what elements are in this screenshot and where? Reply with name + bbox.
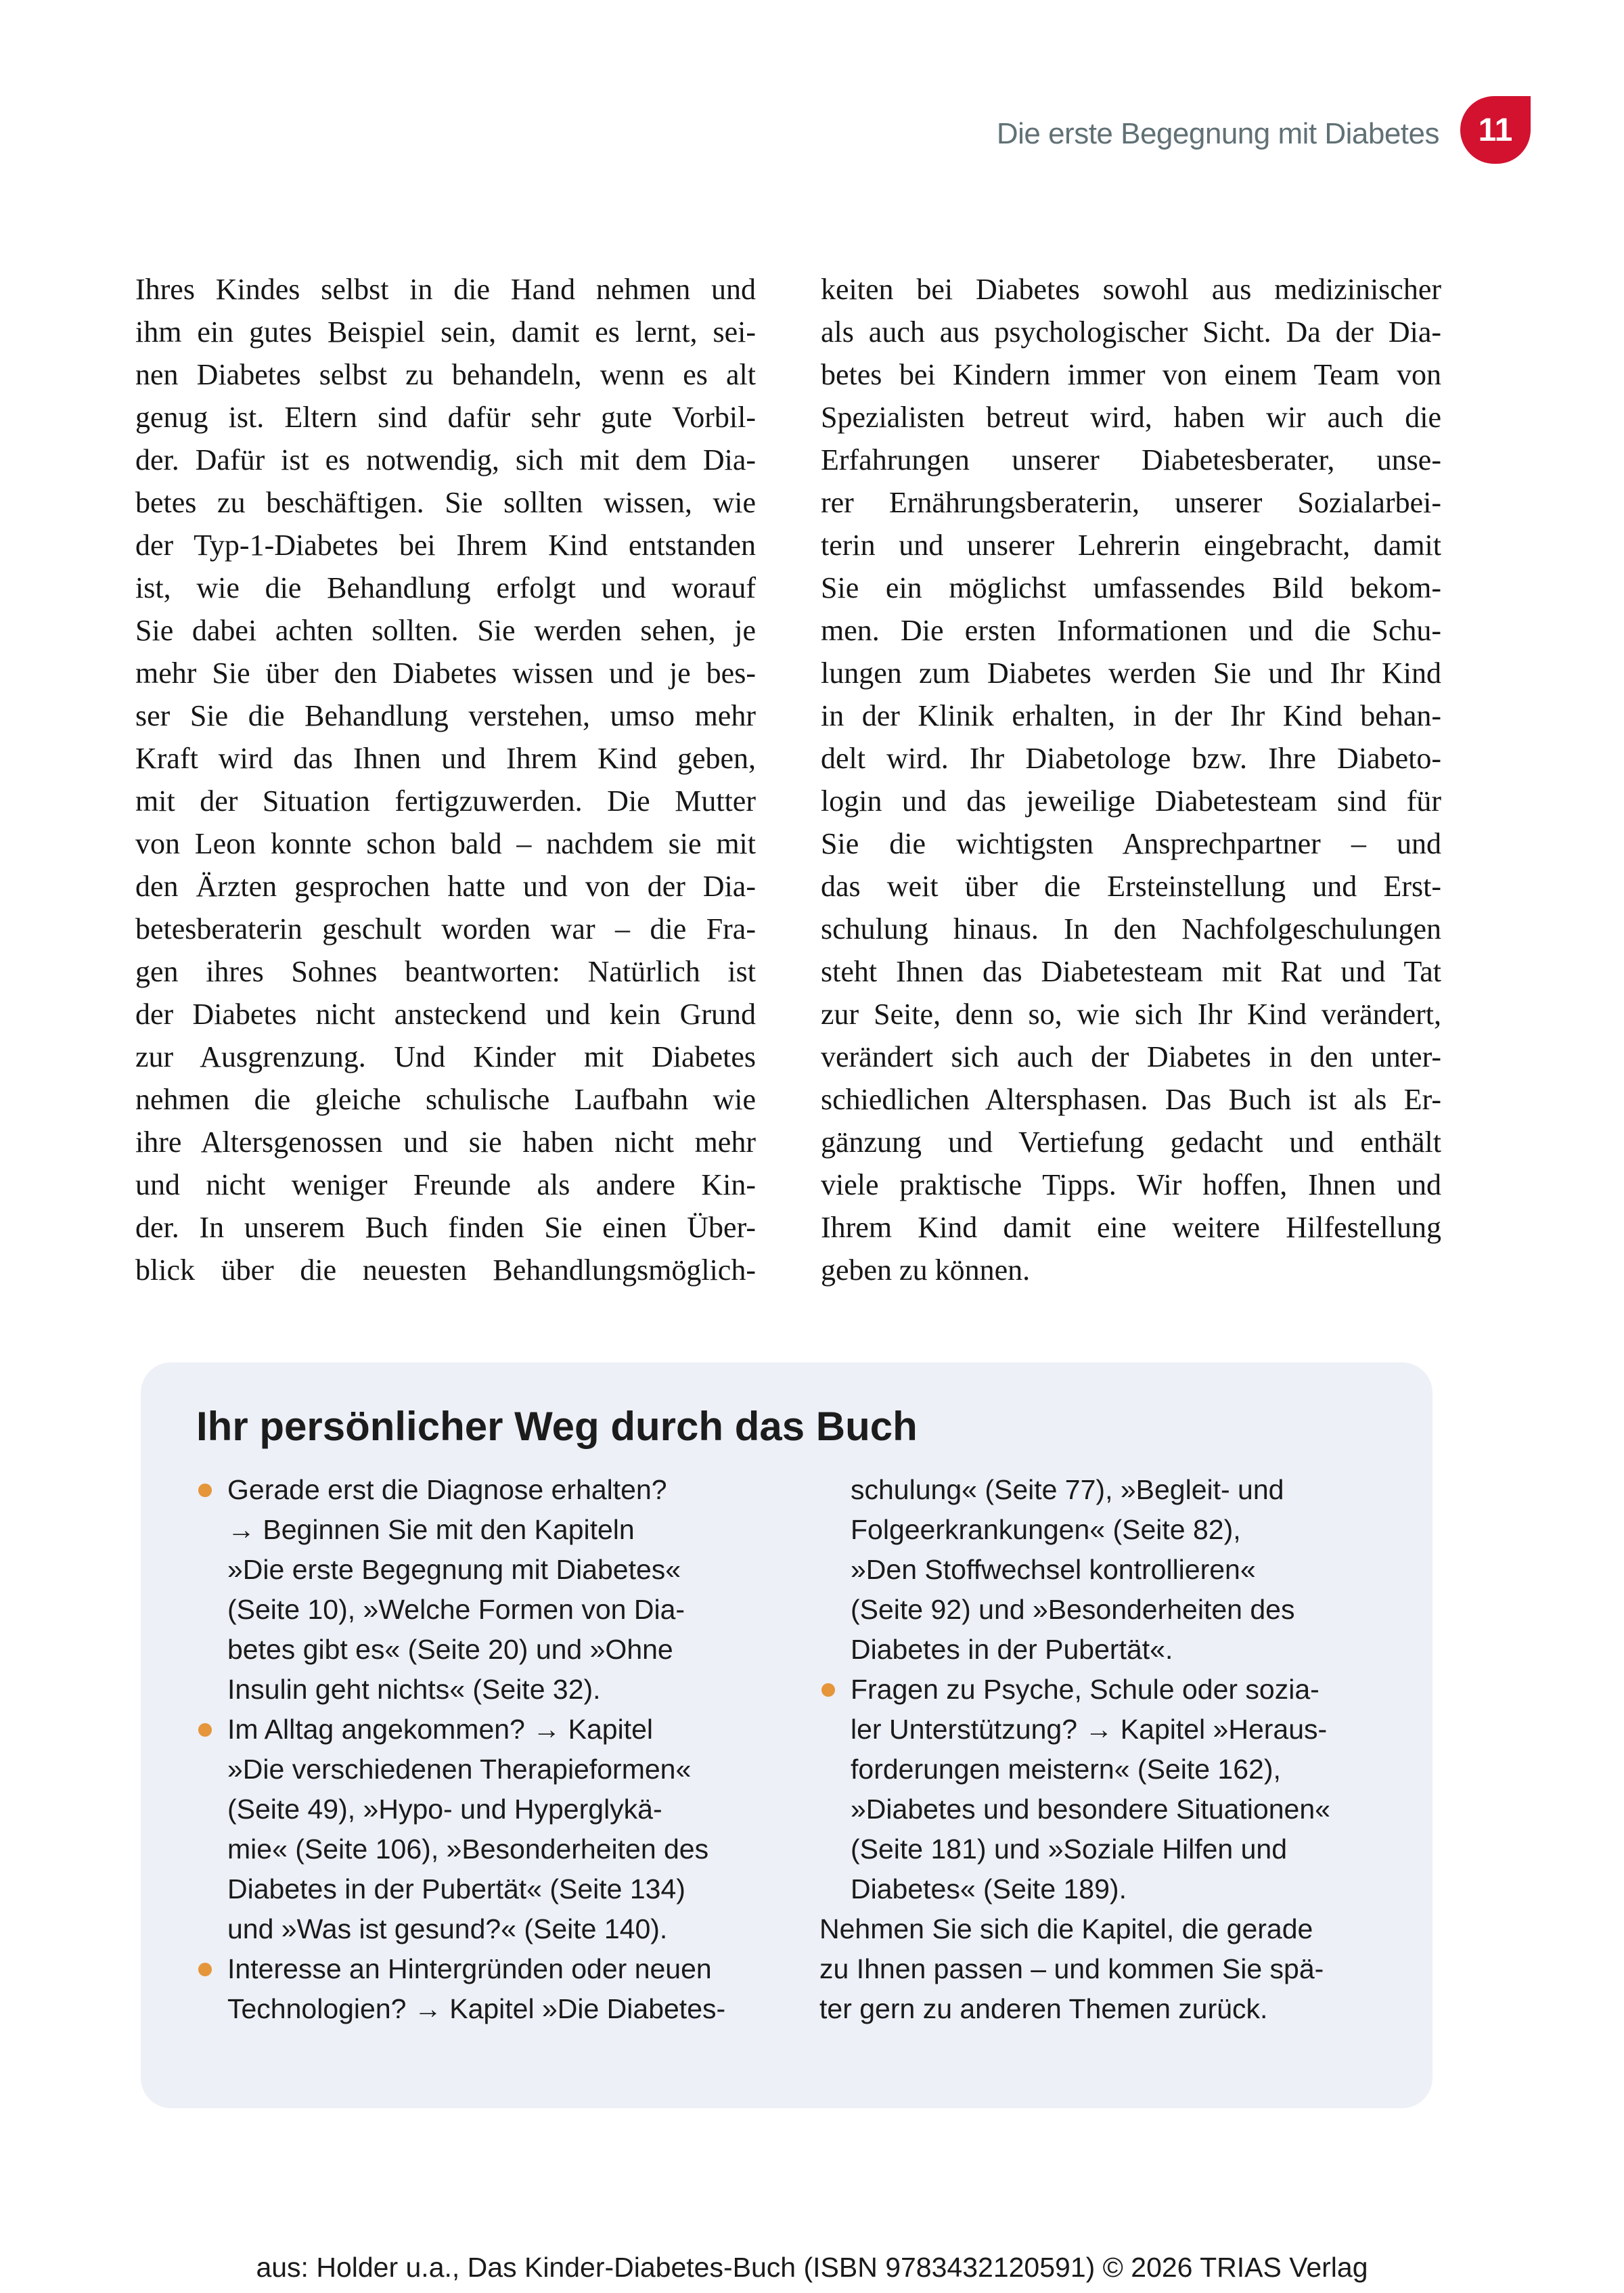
text-line: Sie ein möglichst umfassendes Bild bekom- xyxy=(821,571,1441,604)
list-item-text: forderungen meistern« (Seite 162), xyxy=(851,1754,1281,1785)
text-line xyxy=(196,1989,778,2029)
text-line: Erfahrungen unserer Diabetesberater, unse- xyxy=(821,443,1441,476)
text-line xyxy=(819,1949,1401,1989)
text-line: und nicht weniger Freunde als andere Kin- xyxy=(135,1168,756,1201)
text-line: schulung hinaus. In den Nachfolgeschulungen xyxy=(821,912,1441,945)
text-line: steht Ihnen das Diabetesteam mit Rat und Tat xyxy=(821,955,1441,988)
text-line: terin und unserer Lehrerin eingebracht, damit xyxy=(821,529,1441,562)
list-item-text: Fragen zu Psyche, Schule oder sozia- xyxy=(851,1674,1320,1705)
text-line xyxy=(819,1470,1401,1510)
info-box-left-column xyxy=(196,1470,778,2029)
text-line xyxy=(196,1949,778,1989)
text-line: zur Seite, denn so, wie sich Ihr Kind verändert, xyxy=(821,998,1441,1031)
list-item-text: (Seite 181) und »Soziale Hilfen und xyxy=(851,1833,1288,1865)
list-item-text: betes gibt es« (Seite 20) und »Ohne xyxy=(227,1634,673,1665)
text-line: von Leon konnte schon bald – nachdem sie mit xyxy=(135,827,756,860)
text-line: schiedlichen Altersphasen. Das Buch ist als Er- xyxy=(821,1083,1441,1116)
text-line: delt wird. Ihr Diabetologe bzw. Ihre Diabeto- xyxy=(821,742,1441,775)
text-line: betes bei Kindern immer von einem Team von xyxy=(821,358,1441,391)
list-item-text: Technologien? → Kapitel »Die Diabetes- xyxy=(227,1993,726,2024)
text-line xyxy=(196,1670,778,1710)
text-line: gen ihres Sohnes beantworten: Natürlich ist xyxy=(135,955,756,988)
list-item-text: Nehmen Sie sich die Kapitel, die gerade xyxy=(819,1913,1313,1944)
list-item-text: (Seite 49), »Hypo- und Hyperglykä- xyxy=(227,1794,662,1825)
text-line: blick über die neuesten Behandlungsmöglich- xyxy=(135,1253,756,1287)
credit-line: aus: Holder u.a., Das Kinder-Diabetes-Buch (ISBN 9783432120591) © 2026 TRIAS Verlag xyxy=(256,2252,1368,2283)
text-line xyxy=(196,1829,778,1869)
text-line: keiten bei Diabetes sowohl aus medizinischer xyxy=(821,273,1441,306)
text-line xyxy=(819,1750,1401,1789)
text-line: Spezialisten betreut wird, haben wir auch die xyxy=(821,401,1441,434)
list-item-text: ler Unterstützung? → Kapitel »Heraus- xyxy=(851,1714,1328,1745)
bullet-dot xyxy=(821,1683,835,1697)
list-item-text: Gerade erst die Diagnose erhalten? xyxy=(227,1474,667,1505)
list-item-text: schulung« (Seite 77), »Begleit- und xyxy=(851,1474,1284,1505)
list-item-text: »Die erste Begegnung mit Diabetes« xyxy=(227,1554,681,1585)
list-item-text: Diabetes in der Pubertät«. xyxy=(851,1634,1173,1665)
text-line xyxy=(196,1550,778,1590)
list-item-text: (Seite 10), »Welche Formen von Dia- xyxy=(227,1594,685,1625)
text-line xyxy=(819,1590,1401,1630)
text-line: der Diabetes nicht ansteckend und kein Grund xyxy=(135,998,756,1031)
list-item-text: »Diabetes und besondere Situationen« xyxy=(851,1794,1330,1825)
text-line: Ihrem Kind damit eine weitere Hilfestellung xyxy=(821,1211,1441,1244)
text-line: Ihres Kindes selbst in die Hand nehmen und xyxy=(135,273,756,306)
text-line: login und das jeweilige Diabetesteam sind für xyxy=(821,784,1441,818)
text-line: zur Ausgrenzung. Und Kinder mit Diabetes xyxy=(135,1040,756,1073)
text-line: lungen zum Diabetes werden Sie und Ihr Kind xyxy=(821,656,1441,690)
text-line: der. Dafür ist es notwendig, sich mit dem Dia- xyxy=(135,443,756,476)
info-box-right-column xyxy=(819,1470,1401,2029)
text-line: rer Ernährungsberaterin, unserer Sozialarbei- xyxy=(821,486,1441,519)
text-line: Sie die wichtigsten Ansprechpartner – und xyxy=(821,827,1441,860)
text-line: in der Klinik erhalten, in der Ihr Kind behan- xyxy=(821,699,1441,732)
text-line: der. In unserem Buch finden Sie einen Über- xyxy=(135,1211,756,1244)
text-line: ist, wie die Behandlung erfolgt und worauf xyxy=(135,571,756,604)
text-line xyxy=(819,1829,1401,1869)
list-item-text: und »Was ist gesund?« (Seite 140). xyxy=(227,1913,668,1944)
list-item-text: Diabetes« (Seite 189). xyxy=(851,1873,1127,1905)
text-line: nehmen die gleiche schulische Laufbahn wie xyxy=(135,1083,756,1116)
list-item-text: Interesse an Hintergründen oder neuen xyxy=(227,1953,712,1984)
page-number-badge xyxy=(1460,96,1531,164)
text-line xyxy=(819,1710,1401,1750)
text-line xyxy=(196,1510,778,1550)
text-line: genug ist. Eltern sind dafür sehr gute Vorbil- xyxy=(135,401,756,434)
text-line xyxy=(196,1789,778,1829)
list-item-text: ter gern zu anderen Themen zurück. xyxy=(819,1993,1268,2024)
body-left-column xyxy=(135,268,756,1291)
text-line xyxy=(819,1630,1401,1670)
body-right-column xyxy=(821,268,1441,1291)
list-item-text: → Beginnen Sie mit den Kapiteln xyxy=(227,1514,635,1545)
bullet-dot xyxy=(198,1723,212,1737)
text-line: ihre Altersgenossen und sie haben nicht mehr xyxy=(135,1126,756,1159)
text-line: der Typ-1-Diabetes bei Ihrem Kind entstanden xyxy=(135,529,756,562)
text-line: verändert sich auch der Diabetes in den unter- xyxy=(821,1040,1441,1073)
text-line xyxy=(196,1750,778,1789)
text-line: ser Sie die Behandlung verstehen, umso mehr xyxy=(135,699,756,732)
list-item-text: Diabetes in der Pubertät« (Seite 134) xyxy=(227,1873,685,1905)
list-item-text: Im Alltag angekommen? → Kapitel xyxy=(227,1714,653,1745)
text-line: Sie dabei achten sollten. Sie werden sehen, je xyxy=(135,614,756,647)
text-line xyxy=(819,1789,1401,1829)
text-line xyxy=(196,1470,778,1510)
text-line: mehr Sie über den Diabetes wissen und je bes- xyxy=(135,656,756,690)
text-line: geben zu können. xyxy=(821,1253,1031,1287)
text-line: mit der Situation fertigzuwerden. Die Mutter xyxy=(135,784,756,818)
text-line: betes zu beschäftigen. Sie sollten wissen, wie xyxy=(135,486,756,519)
text-line: das weit über die Ersteinstellung und Erst- xyxy=(821,870,1441,903)
text-line: gänzung und Vertiefung gedacht und enthält xyxy=(821,1126,1441,1159)
list-item-text: zu Ihnen passen – und kommen Sie spä- xyxy=(819,1953,1324,1984)
text-line xyxy=(819,1670,1401,1710)
text-line: als auch aus psychologischer Sicht. Da der Dia- xyxy=(821,315,1441,349)
text-line xyxy=(819,1510,1401,1550)
list-item-text: (Seite 92) und »Besonderheiten des xyxy=(851,1594,1295,1625)
text-line: viele praktische Tipps. Wir hoffen, Ihnen und xyxy=(821,1168,1441,1201)
text-line xyxy=(196,1630,778,1670)
text-line: men. Die ersten Informationen und die Schu- xyxy=(821,614,1441,647)
text-line xyxy=(196,1869,778,1909)
chapter-title: Die erste Begegnung mit Diabetes xyxy=(996,117,1439,150)
info-box-title: Ihr persönlicher Weg durch das Buch xyxy=(196,1404,918,1449)
text-line: ihm ein gutes Beispiel sein, damit es lernt, sei- xyxy=(135,315,756,349)
text-line: Kraft wird das Ihnen und Ihrem Kind geben, xyxy=(135,742,756,775)
text-line xyxy=(196,1590,778,1630)
text-line: betesberaterin geschult worden war – die Fra- xyxy=(135,912,756,945)
bullet-dot xyxy=(198,1963,212,1976)
text-line xyxy=(819,1909,1401,1949)
list-item-text: »Den Stoffwechsel kontrollieren« xyxy=(851,1554,1256,1585)
text-line: nen Diabetes selbst zu behandeln, wenn es alt xyxy=(135,358,756,391)
text-line xyxy=(819,1550,1401,1590)
list-item-text: mie« (Seite 106), »Besonderheiten des xyxy=(227,1833,709,1865)
list-item-text: Folgeerkrankungen« (Seite 82), xyxy=(851,1514,1241,1545)
list-item-text: »Die verschiedenen Therapieformen« xyxy=(227,1754,692,1785)
text-line xyxy=(196,1909,778,1949)
page-number: 11 xyxy=(1478,112,1513,148)
list-item-text: Insulin geht nichts« (Seite 32). xyxy=(227,1674,601,1705)
text-line xyxy=(819,1869,1401,1909)
text-line: den Ärzten gesprochen hatte und von der Dia- xyxy=(135,870,756,903)
bullet-dot xyxy=(198,1484,212,1497)
text-line xyxy=(819,1989,1401,2029)
text-line xyxy=(196,1710,778,1750)
